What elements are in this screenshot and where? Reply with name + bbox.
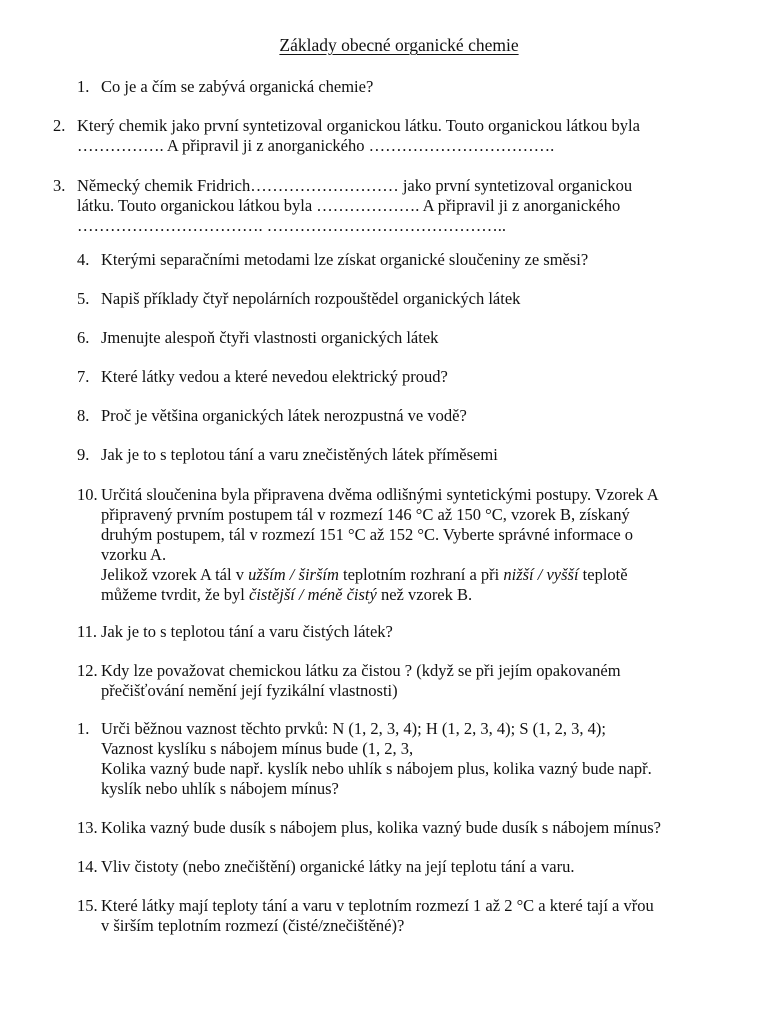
question-number: 15. (77, 896, 98, 915)
question-number: 4. (77, 250, 90, 269)
question-number: 14. (77, 857, 98, 876)
question-text: Jak je to s teplotou tání a varu čistých látek? (101, 622, 393, 641)
question-text: Určitá sloučenina byla připravena dvěma odlišnými syntetickými postupy. Vzorek A (101, 485, 659, 504)
question-text: připravený prvním postupem tál v rozmezí 146 °C až 150 °C, vzorek B, získaný (101, 505, 630, 524)
question-number: 12. (77, 661, 98, 680)
question-text: Které látky vedou a které nevedou elektrický proud? (101, 367, 448, 386)
question-text: ……………………………. …………………………………….. (77, 216, 506, 235)
question-number: 13. (77, 818, 98, 837)
question-number: 6. (77, 328, 90, 347)
question-text: Napiš příklady čtyř nepolárních rozpouštědel organických látek (101, 289, 521, 308)
question-text: Který chemik jako první syntetizoval organickou látku. Touto organickou látkou byla (77, 116, 640, 135)
answer-text: můžeme tvrdit, že byl (101, 585, 249, 604)
answer-text: Jelikož vzorek A tál v (101, 565, 249, 584)
question-number: 11. (77, 622, 98, 641)
question-text: vzorku A. (101, 545, 167, 564)
question-number: 8. (77, 406, 90, 425)
question-text: Kolika vazný bude dusík s nábojem plus, kolika vazný bude dusík s nábojem mínus? (101, 818, 661, 837)
question-text: Německý chemik Fridrich……………………… jako první syntetizoval organickou (77, 176, 633, 195)
answer-text: teplotě (578, 565, 628, 584)
question-text: Jak je to s teplotou tání a varu znečistěných látek příměsemi (101, 445, 498, 464)
question-number: 9. (77, 445, 90, 464)
question-number: 3. (53, 176, 66, 195)
page-title: Základy obecné organické chemie (279, 35, 519, 55)
question-number: 2. (53, 116, 66, 135)
answer-text: než vzorek B. (376, 585, 473, 604)
question-text: Kterými separačními metodami lze získat organické sloučeniny ze směsi? (101, 250, 589, 269)
question-text: Jmenujte alespoň čtyři vlastnosti organických látek (101, 328, 439, 347)
choice-width: užším / širším (248, 565, 339, 584)
question-text: ……………. A připravil ji z anorganického ……………………………. (77, 136, 555, 155)
answer-choice-line (101, 565, 659, 585)
question-number: 1. (77, 719, 90, 738)
choice-temperature: nižší / vyšší (503, 565, 579, 584)
question-number: 5. (77, 289, 90, 308)
question-text: přečišťování nemění její fyzikální vlastnosti) (101, 681, 398, 700)
question-text: druhým postupem, tál v rozmezí 151 °C až 152 °C. Vyberte správné informace o (101, 525, 634, 544)
question-text: Kolika vazný bude např. kyslík nebo uhlík s nábojem plus, kolika vazný bude např. (101, 759, 652, 778)
question-text: Urči běžnou vaznost těchto prvků: N (1, 2, 3, 4); H (1, 2, 3, 4); S (1, 2, 3, 4); (101, 719, 606, 738)
question-number: 1. (77, 77, 90, 96)
choice-purity: čistější / méně čistý (249, 585, 377, 604)
answer-choice-line (101, 585, 659, 605)
question-number: 10. (77, 485, 98, 504)
question-text: Vaznost kyslíku s nábojem mínus bude (1, 2, 3, (101, 739, 414, 758)
answer-text: teplotním rozhraní a při (338, 565, 504, 584)
question-text: Co je a čím se zabývá organická chemie? (101, 77, 374, 96)
question-text: v širším teplotním rozmezí (čisté/znečištěné)? (101, 916, 405, 935)
question-text: Vliv čistoty (nebo znečištění) organické látky na její teplotu tání a varu. (101, 857, 575, 876)
question-text: kyslík nebo uhlík s nábojem mínus? (101, 779, 339, 798)
question-text: Které látky mají teploty tání a varu v teplotním rozmezí 1 až 2 °C a které tají a vřou (101, 896, 654, 915)
question-number: 7. (77, 367, 90, 386)
question-text: Kdy lze považovat chemickou látku za čistou ? (když se při jejím opakovaném (101, 661, 621, 680)
question-text: Proč je většina organických látek nerozpustná ve vodě? (101, 406, 467, 425)
question-text: látku. Touto organickou látkou byla ………………. A připravil ji z anorganického (77, 196, 621, 215)
